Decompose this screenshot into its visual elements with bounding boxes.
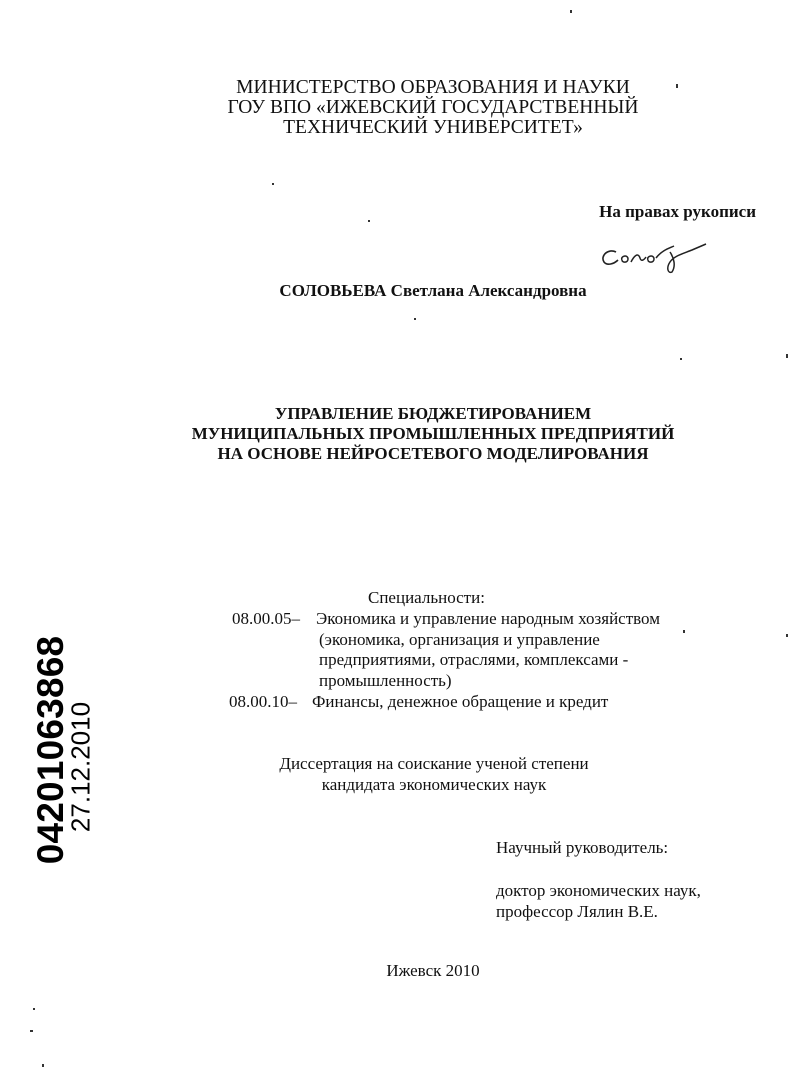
supervisor-label: Научный руководитель: [496,838,669,857]
scan-speck [570,10,572,13]
specialty-name [316,609,660,691]
handwritten-signature [598,238,710,274]
title-line: МУНИЦИПАЛЬНЫХ ПРОМЫШЛЕННЫХ ПРЕДПРИЯТИЙ [191,424,675,443]
scan-speck [272,183,274,185]
scan-speck [680,358,682,360]
degree-line: кандидата экономических наук [321,775,547,794]
ministry-line: ГОУ ВПО «ИЖЕВСКИЙ ГОСУДАРСТВЕННЫЙ [227,97,639,118]
degree-line: Диссертация на соискание ученой степени [279,754,589,773]
specialty-name-line: предприятиями, отраслями, комплексами - [319,650,629,669]
degree-statement [236,753,632,795]
scan-speck [30,1030,33,1032]
scan-speck [786,634,788,637]
specialty-code: 08.00.05– [232,609,300,628]
specialty-name: Финансы, денежное обращение и кредит [312,692,609,711]
specialty-name-line: Экономика и управление народным хозяйством [316,609,660,628]
title-line: УПРАВЛЕНИЕ БЮДЖЕТИРОВАНИЕМ [274,404,592,423]
dissertation-title [140,404,726,464]
ministry-line: ТЕХНИЧЕСКИЙ УНИВЕРСИТЕТ» [283,117,583,138]
ministry-line: МИНИСТЕРСТВО ОБРАЗОВАНИЯ И НАУКИ [236,77,630,98]
supervisor-line: доктор экономических наук, [496,881,701,900]
specialty-name-line: промышленность) [319,670,452,690]
place-year: Ижевск 2010 [386,961,480,980]
scan-speck [42,1064,44,1067]
scan-speck [33,1008,35,1010]
supervisor-info [496,880,701,922]
specialties-heading: Специальности: [368,588,485,607]
title-line: НА ОСНОВЕ НЕЙРОСЕТЕВОГО МОДЕЛИРОВАНИЯ [217,444,649,463]
scan-speck [683,630,685,633]
scan-speck [676,84,678,88]
library-stamp-date: 27.12.2010 [65,701,96,833]
library-stamp-number: 04201063868 [30,635,71,865]
rights-note: На правах рукописи [599,202,756,221]
ministry-header [180,78,686,138]
specialty-code: 08.00.10– [229,692,297,711]
scan-speck [368,220,370,222]
scan-speck [414,318,416,320]
author-name: СОЛОВЬЕВА Светлана Александровна [279,281,587,300]
specialty-name-line: (экономика, организация и управление [319,629,600,649]
scan-speck [786,354,788,358]
supervisor-line: профессор Лялин В.Е. [496,902,658,921]
